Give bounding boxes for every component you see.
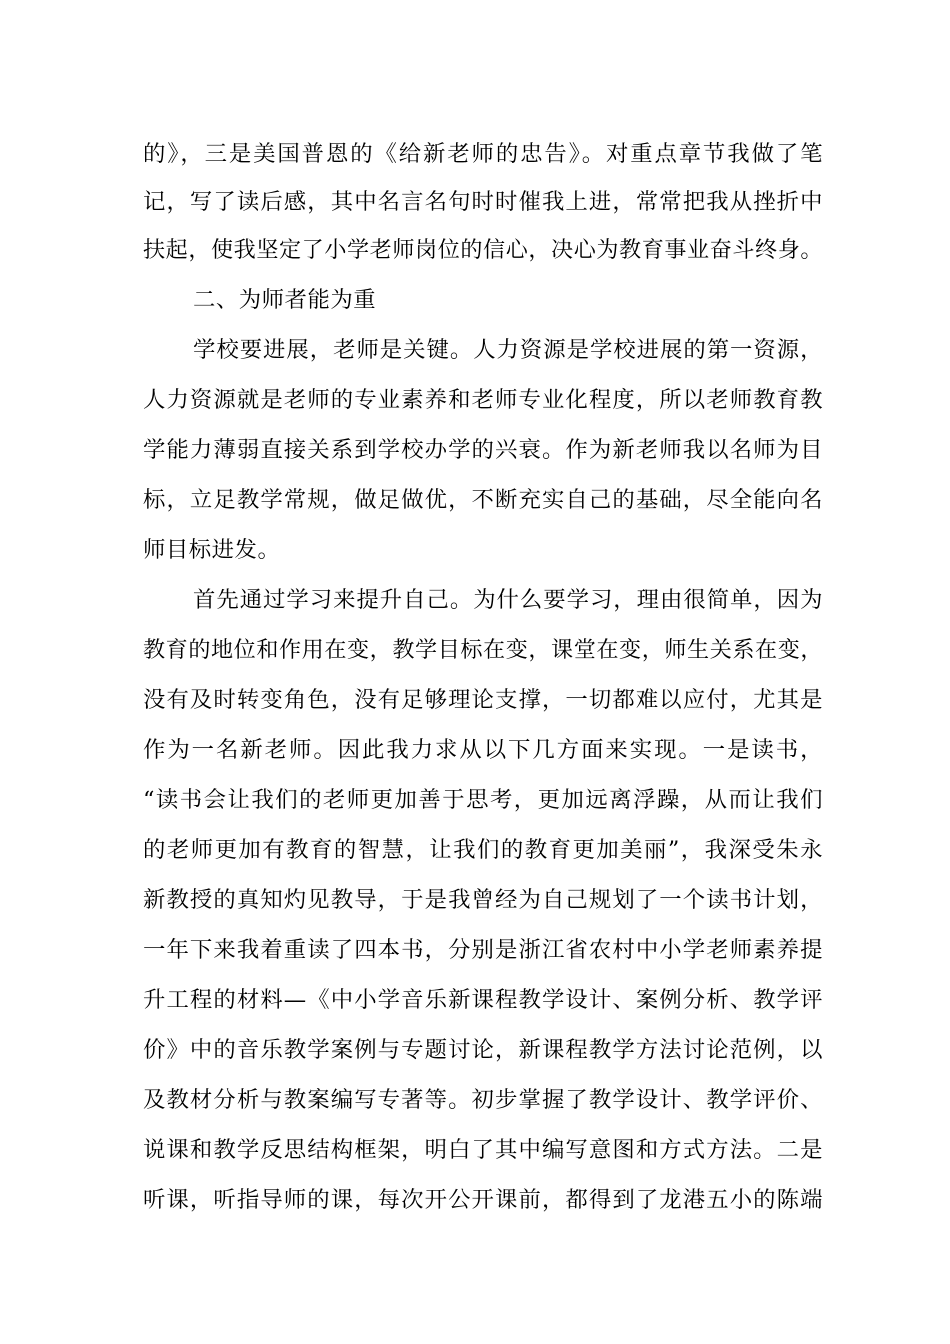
- text-line: 扶起，使我坚定了小学老师岗位的信心，决心为教育事业奋斗终身。: [143, 237, 823, 263]
- text-line: 记，写了读后感，其中名言名句时时催我上进，常常把我从挫折中: [143, 189, 823, 215]
- text-line: 一年下来我着重读了四本书，分别是浙江省农村中小学老师素养提: [143, 937, 823, 963]
- text-line: 的》，三是美国普恩的《给新老师的忠告》。对重点章节我做了笔: [143, 141, 823, 167]
- text-line: 升工程的材料—《中小学音乐新课程教学设计、案例分析、教学评: [143, 987, 823, 1013]
- text-line: “读书会让我们的老师更加善于思考，更加远离浮躁，从而让我们: [143, 787, 823, 813]
- text-line: 标，立足教学常规，做足做优，不断充实自己的基础，尽全能向名: [143, 487, 823, 513]
- text-line: 学校要进展，老师是关键。人力资源是学校进展的第一资源，: [193, 337, 823, 363]
- text-line: 新教授的真知灼见教导，于是我曾经为自己规划了一个读书计划，: [143, 887, 823, 913]
- text-line: 作为一名新老师。因此我力求从以下几方面来实现。一是读书，: [143, 737, 823, 763]
- text-line: 没有及时转变角色，没有足够理论支撑，一切都难以应付，尤其是: [143, 687, 823, 713]
- text-line: 价》中的音乐教学案例与专题讨论，新课程教学方法讨论范例，以: [143, 1037, 823, 1063]
- section-heading: 二、为师者能为重: [193, 287, 377, 313]
- text-line: 师目标进发。: [143, 537, 281, 563]
- text-line: 人力资源就是老师的专业素养和老师专业化程度，所以老师教育教: [143, 387, 823, 413]
- text-line: 及教材分析与教案编写专著等。初步掌握了教学设计、教学评价、: [143, 1087, 823, 1113]
- text-line: 教育的地位和作用在变，教学目标在变，课堂在变，师生关系在变，: [143, 637, 823, 663]
- text-line: 听课，听指导师的课，每次开公开课前，都得到了龙港五小的陈端: [143, 1187, 823, 1213]
- text-line: 说课和教学反思结构框架，明白了其中编写意图和方式方法。二是: [143, 1137, 823, 1163]
- text-line: 学能力薄弱直接关系到学校办学的兴衰。作为新老师我以名师为目: [143, 437, 823, 463]
- text-line: 首先通过学习来提升自己。为什么要学习，理由很简单，因为: [193, 587, 823, 613]
- text-line: 的老师更加有教育的智慧，让我们的教育更加美丽”，我深受朱永: [143, 837, 823, 863]
